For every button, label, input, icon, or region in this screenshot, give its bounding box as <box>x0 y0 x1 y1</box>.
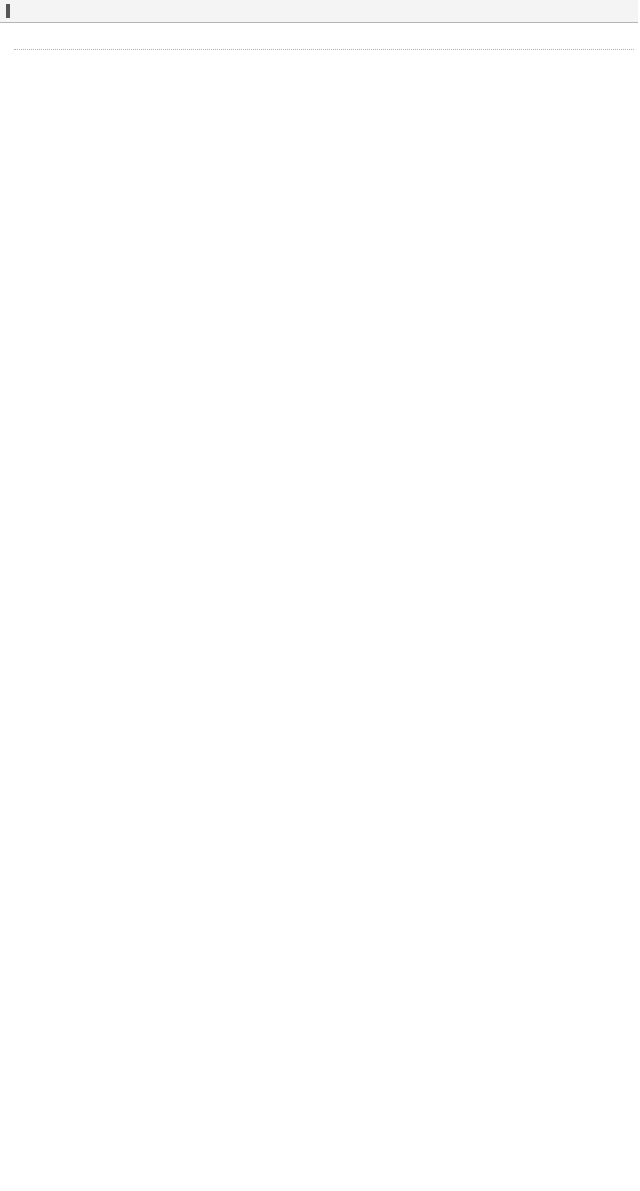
notes <box>0 23 638 54</box>
spec-sheet <box>0 0 638 54</box>
note-disclaimer <box>14 50 634 54</box>
spec-header <box>0 0 638 23</box>
section-marker-icon <box>6 4 10 18</box>
note-24h <box>14 27 634 50</box>
